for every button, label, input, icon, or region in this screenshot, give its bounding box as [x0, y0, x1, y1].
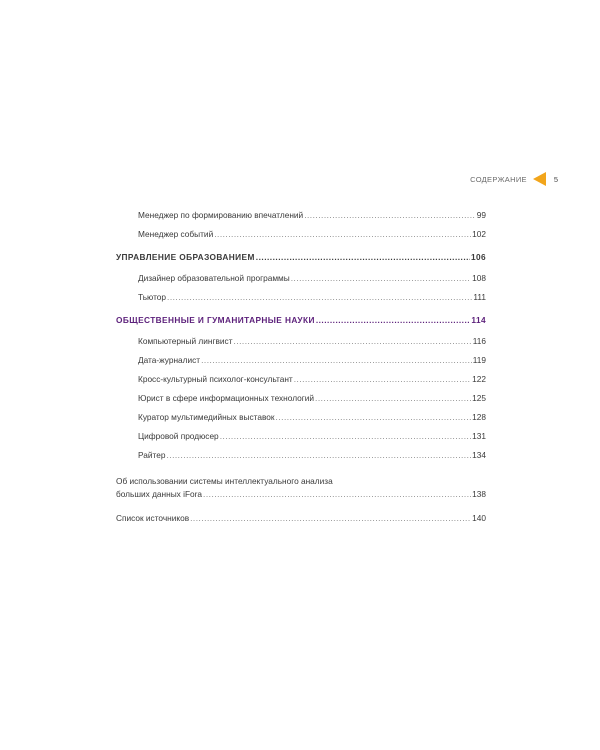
toc-entry-page: 140	[472, 513, 486, 523]
toc-entry[interactable]	[138, 431, 486, 442]
toc-entry-page: 111	[473, 292, 486, 302]
toc-section-heading[interactable]	[116, 252, 486, 263]
page-number: 5	[553, 174, 558, 184]
toc-section-page: 106	[470, 252, 486, 262]
toc-entry[interactable]	[138, 374, 486, 385]
toc-entry-title: Менеджер по формированию впечатлений	[138, 210, 304, 220]
toc-entry-title: Тьютор	[138, 292, 167, 302]
toc-entry[interactable]	[138, 210, 486, 221]
toc-entry-line2	[116, 489, 486, 500]
leader-dots	[256, 252, 470, 263]
toc-section-heading[interactable]	[116, 315, 486, 326]
toc-entry-page: 116	[472, 336, 486, 346]
toc-entry-title-line2: больших данных iFora	[116, 489, 203, 499]
toc-entry-title: Дизайнер образовательной программы	[138, 273, 290, 283]
toc-entry-page: 138	[472, 489, 486, 499]
leader-dots	[190, 513, 471, 524]
leader-dots	[167, 292, 472, 303]
toc-entry[interactable]	[138, 273, 486, 284]
leader-dots	[220, 431, 471, 442]
toc-entry-title: Цифровой продюсер	[138, 431, 219, 441]
toc-entry-page: 99	[476, 210, 486, 220]
triangle-marker-icon	[533, 172, 546, 186]
toc-entry-title: Кросс-культурный психолог-консультант	[138, 374, 293, 384]
toc-entry[interactable]	[138, 336, 486, 347]
toc-entry-page: 131	[472, 431, 486, 441]
toc-entry-title: Менеджер событий	[138, 229, 214, 239]
leader-dots	[166, 450, 471, 461]
toc-entry[interactable]	[138, 292, 486, 303]
leader-dots	[291, 273, 471, 284]
leader-dots	[203, 489, 471, 500]
leader-dots	[294, 374, 471, 385]
leader-dots	[214, 229, 471, 240]
toc-entry[interactable]	[138, 450, 486, 461]
toc-entry-title: Юрист в сфере информационных технологий	[138, 393, 315, 403]
leader-dots	[304, 210, 476, 221]
leader-dots	[201, 355, 472, 366]
toc-entry-title: Райтер	[138, 450, 166, 460]
toc-section-title: УПРАВЛЕНИЕ ОБРАЗОВАНИЕМ	[116, 252, 255, 262]
leader-dots	[316, 315, 471, 326]
toc-entry-page: 122	[472, 374, 486, 384]
toc-section-page: 114	[471, 315, 486, 325]
toc-entry-title: Дата-журналист	[138, 355, 201, 365]
toc-entry[interactable]	[116, 476, 486, 500]
toc-entry-title-line1: Об использовании системы интеллектуального анализа	[116, 476, 333, 486]
toc-entry-page: 108	[472, 273, 486, 283]
toc-entry[interactable]	[138, 229, 486, 240]
toc-section-title: ОБЩЕСТВЕННЫЕ И ГУМАНИТАРНЫЕ НАУКИ	[116, 315, 315, 325]
page-header	[470, 172, 558, 186]
toc-entry[interactable]	[138, 412, 486, 423]
toc-entry-page: 125	[472, 393, 486, 403]
leader-dots	[315, 393, 471, 404]
toc-entry-title: Куратор мультимедийных выставок	[138, 412, 275, 422]
toc-entry[interactable]	[138, 393, 486, 404]
table-of-contents	[116, 210, 486, 524]
toc-entry-page: 128	[472, 412, 486, 422]
leader-dots	[276, 412, 472, 423]
toc-entry-page: 102	[472, 229, 486, 239]
toc-entry-title: Компьютерный лингвист	[138, 336, 233, 346]
toc-entry[interactable]	[138, 355, 486, 366]
toc-entry-page: 134	[472, 450, 486, 460]
toc-entry-page: 119	[472, 355, 486, 365]
toc-entry[interactable]	[116, 513, 486, 524]
toc-entry-title: Список источников	[116, 513, 190, 523]
header-section-label: СОДЕРЖАНИЕ	[470, 174, 527, 184]
leader-dots	[234, 336, 472, 347]
